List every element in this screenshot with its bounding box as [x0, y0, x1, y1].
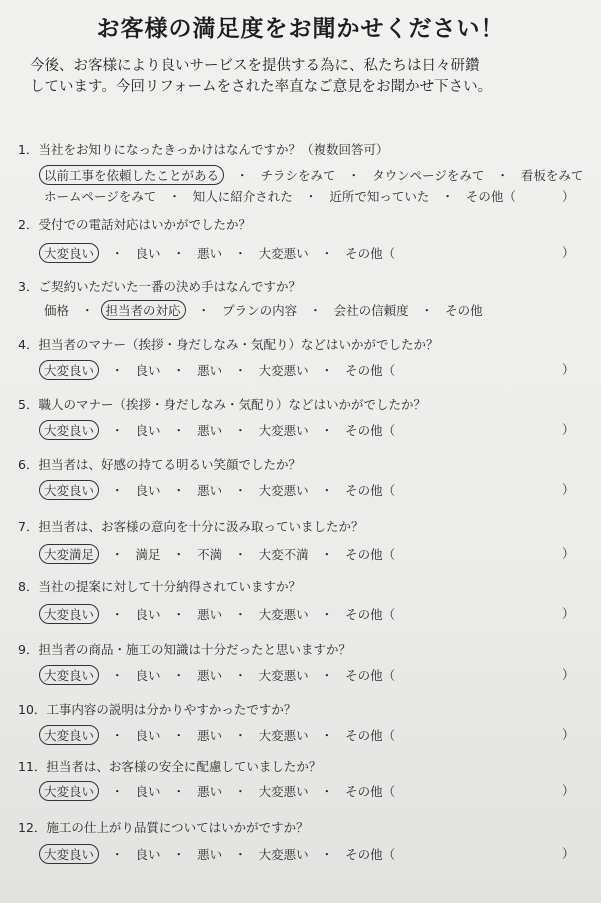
question-3: 3．ご契約いただいた一番の決め手はなんですか？ — [18, 279, 301, 294]
option-separator: ・ — [111, 728, 124, 743]
option[interactable]: 良い — [135, 246, 161, 261]
option[interactable]: 満足 — [135, 547, 161, 562]
option[interactable]: その他 — [445, 303, 483, 318]
option[interactable]: 良い — [135, 728, 161, 743]
option-separator: ・ — [236, 168, 249, 183]
option[interactable]: 良い — [135, 784, 161, 799]
selected-option[interactable]: 大変良い — [39, 243, 99, 263]
other-close-paren: ） — [562, 245, 575, 260]
option[interactable]: その他（ — [345, 607, 396, 622]
other-close-paren: ） — [562, 422, 575, 437]
option[interactable]: その他（ — [345, 483, 396, 498]
option-separator: ・ — [234, 607, 247, 622]
question-12: 12．施工の仕上がり品質についてはいかがですか？ — [18, 820, 309, 835]
option-separator: ・ — [496, 168, 509, 183]
option[interactable]: チラシをみて — [260, 168, 336, 183]
options-q1-line-1 — [44, 165, 584, 185]
other-close-paren: ） — [562, 546, 575, 561]
other-close-paren: ） — [562, 667, 575, 682]
option[interactable]: その他（ — [345, 668, 396, 683]
options-q3-line-1 — [44, 300, 574, 320]
option[interactable]: 大変悪い — [258, 728, 309, 743]
option[interactable]: 悪い — [197, 423, 223, 438]
option[interactable]: 悪い — [197, 363, 223, 378]
option[interactable]: 大変悪い — [258, 246, 309, 261]
option-separator: ・ — [304, 189, 318, 204]
option-separator: ・ — [320, 423, 334, 438]
option-separator: ・ — [172, 483, 186, 498]
options-q12-line-1 — [44, 844, 574, 864]
option-separator: ・ — [320, 607, 334, 622]
question-2: 2．受付での電話対応はいかがでしたか？ — [18, 217, 251, 232]
option-separator: ・ — [111, 784, 124, 799]
option[interactable]: ホームページをみて — [44, 189, 157, 204]
selected-option[interactable]: 大変良い — [39, 604, 99, 624]
intro-line-1: 今後、お客様により良いサービスを提供する為に、私たちは日々研鑽 — [30, 58, 480, 74]
option[interactable]: 大変悪い — [258, 483, 309, 498]
option[interactable]: 悪い — [197, 784, 223, 799]
options-q2-line-1 — [44, 243, 574, 263]
selected-option[interactable]: 大変満足 — [39, 544, 99, 564]
option-separator: ・ — [234, 547, 247, 562]
option[interactable]: 悪い — [197, 246, 223, 261]
selected-option[interactable]: 大変良い — [39, 844, 99, 864]
option-separator: ・ — [111, 246, 124, 261]
option[interactable]: 大変悪い — [258, 784, 309, 799]
option-separator: ・ — [111, 607, 124, 622]
options-q8-line-1 — [44, 604, 574, 624]
option-separator: ・ — [81, 303, 94, 318]
option[interactable]: その他（ — [465, 189, 516, 204]
option[interactable]: その他（ — [345, 784, 396, 799]
option-separator: ・ — [197, 303, 211, 318]
question-1: 1．当社をお知りになったきっかけはなんですか？（複数回答可） — [18, 142, 389, 157]
options-q11-line-1 — [44, 781, 574, 801]
option-separator: ・ — [172, 847, 186, 862]
option[interactable]: 悪い — [197, 607, 223, 622]
other-close-paren: ） — [562, 189, 575, 204]
option[interactable]: その他（ — [345, 423, 396, 438]
option-separator: ・ — [320, 547, 334, 562]
option-separator: ・ — [234, 668, 247, 683]
question-10: 10．工事内容の説明は分かりやすかったですか？ — [18, 702, 297, 717]
option[interactable]: 悪い — [197, 668, 223, 683]
option-separator: ・ — [234, 246, 247, 261]
option-separator: ・ — [111, 547, 124, 562]
option[interactable]: 良い — [135, 363, 161, 378]
option-separator: ・ — [111, 423, 124, 438]
question-8: 8．当社の提案に対して十分納得されていますか？ — [18, 579, 301, 594]
option-separator: ・ — [111, 363, 124, 378]
option-separator: ・ — [168, 189, 181, 204]
option-separator: ・ — [347, 168, 361, 183]
option[interactable]: その他（ — [345, 847, 396, 862]
option-separator: ・ — [172, 728, 186, 743]
option-separator: ・ — [320, 728, 334, 743]
option-separator: ・ — [172, 668, 186, 683]
option-separator: ・ — [234, 847, 247, 862]
option-separator: ・ — [320, 784, 334, 799]
option[interactable]: 良い — [135, 668, 161, 683]
options-q5-line-1 — [44, 420, 574, 440]
option-separator: ・ — [320, 246, 334, 261]
other-close-paren: ） — [562, 482, 575, 497]
options-q4-line-1 — [44, 360, 574, 380]
option[interactable]: 大変悪い — [258, 847, 309, 862]
other-close-paren: ） — [562, 783, 575, 798]
options-q6-line-1 — [44, 480, 574, 500]
page-title: お客様の満足度をお聞かせください！ — [96, 16, 505, 42]
selected-option[interactable]: 大変良い — [39, 480, 99, 500]
other-close-paren: ） — [562, 606, 575, 621]
option-separator: ・ — [320, 668, 334, 683]
options-q1-line-2 — [44, 187, 574, 205]
question-11: 11．担当者は、お客様の安全に配慮していましたか？ — [18, 759, 322, 774]
option[interactable]: 良い — [135, 607, 161, 622]
selected-option[interactable]: 大変良い — [39, 360, 99, 380]
option-separator: ・ — [320, 847, 334, 862]
selected-option[interactable]: 以前工事を依頼したことがある — [39, 165, 224, 185]
option-separator: ・ — [441, 189, 454, 204]
option[interactable]: タウンページをみて — [372, 168, 485, 183]
option[interactable]: 大変悪い — [258, 423, 309, 438]
other-close-paren: ） — [562, 846, 575, 861]
selected-option[interactable]: 大変良い — [39, 781, 99, 801]
question-4: 4．担当者のマナー（挨拶・身だしなみ・気配り）などはいかがでしたか？ — [18, 337, 439, 352]
options-q10-line-1 — [44, 725, 574, 745]
option-separator: ・ — [172, 363, 186, 378]
option-separator: ・ — [420, 303, 434, 318]
option-separator: ・ — [234, 483, 247, 498]
option[interactable]: その他（ — [345, 363, 396, 378]
option[interactable]: 近所で知っていた — [329, 189, 430, 204]
option-separator: ・ — [111, 847, 124, 862]
option-separator: ・ — [234, 784, 247, 799]
options-q7-line-1 — [44, 544, 574, 564]
option[interactable]: 大変悪い — [258, 363, 309, 378]
option-separator: ・ — [111, 668, 124, 683]
option[interactable]: 不満 — [197, 547, 223, 562]
option[interactable]: 良い — [135, 423, 161, 438]
option[interactable]: プランの内容 — [222, 303, 298, 318]
option-separator: ・ — [320, 483, 334, 498]
option-separator: ・ — [172, 423, 186, 438]
option[interactable]: 良い — [135, 847, 161, 862]
option-separator: ・ — [172, 607, 186, 622]
option[interactable]: その他（ — [345, 246, 396, 261]
option-separator: ・ — [320, 363, 334, 378]
option[interactable]: 悪い — [197, 847, 223, 862]
option[interactable]: 悪い — [197, 483, 223, 498]
question-9: 9．担当者の商品・施工の知識は十分だったと思いますか？ — [18, 642, 351, 657]
option[interactable]: 大変悪い — [258, 607, 309, 622]
option[interactable]: 知人に紹介された — [192, 189, 293, 204]
option[interactable]: 良い — [135, 483, 161, 498]
option-separator: ・ — [234, 423, 247, 438]
option[interactable]: 悪い — [197, 728, 223, 743]
option-separator: ・ — [111, 483, 124, 498]
option-separator: ・ — [172, 784, 186, 799]
selected-option[interactable]: 担当者の対応 — [101, 300, 186, 320]
selected-option[interactable]: 大変良い — [39, 725, 99, 745]
other-close-paren: ） — [562, 362, 575, 377]
question-7: 7．担当者は、お客様の意向を十分に汲み取っていましたか？ — [18, 519, 364, 534]
question-6: 6．担当者は、好感の持てる明るい笑顔でしたか？ — [18, 457, 301, 472]
other-close-paren: ） — [562, 727, 575, 742]
option[interactable]: 価格 — [44, 303, 70, 318]
option-separator: ・ — [172, 547, 186, 562]
option-separator: ・ — [234, 728, 247, 743]
option[interactable]: 大変不満 — [258, 547, 309, 562]
option[interactable]: その他（ — [345, 547, 396, 562]
selected-option[interactable]: 大変良い — [39, 665, 99, 685]
intro-line-2: しています。今回リフォームをされた率直なご意見をお聞かせ下さい。 — [30, 79, 493, 95]
option[interactable]: その他（ — [345, 728, 396, 743]
option-separator: ・ — [172, 246, 186, 261]
option[interactable]: 大変悪い — [258, 668, 309, 683]
option[interactable]: 会社の信頼度 — [333, 303, 409, 318]
question-5: 5．職人のマナー（挨拶・身だしなみ・気配り）などはいかがでしたか？ — [18, 397, 426, 412]
selected-option[interactable]: 大変良い — [39, 420, 99, 440]
option[interactable]: 看板をみて — [520, 168, 584, 183]
options-q9-line-1 — [44, 665, 574, 685]
option-separator: ・ — [309, 303, 322, 318]
option-separator: ・ — [234, 363, 247, 378]
